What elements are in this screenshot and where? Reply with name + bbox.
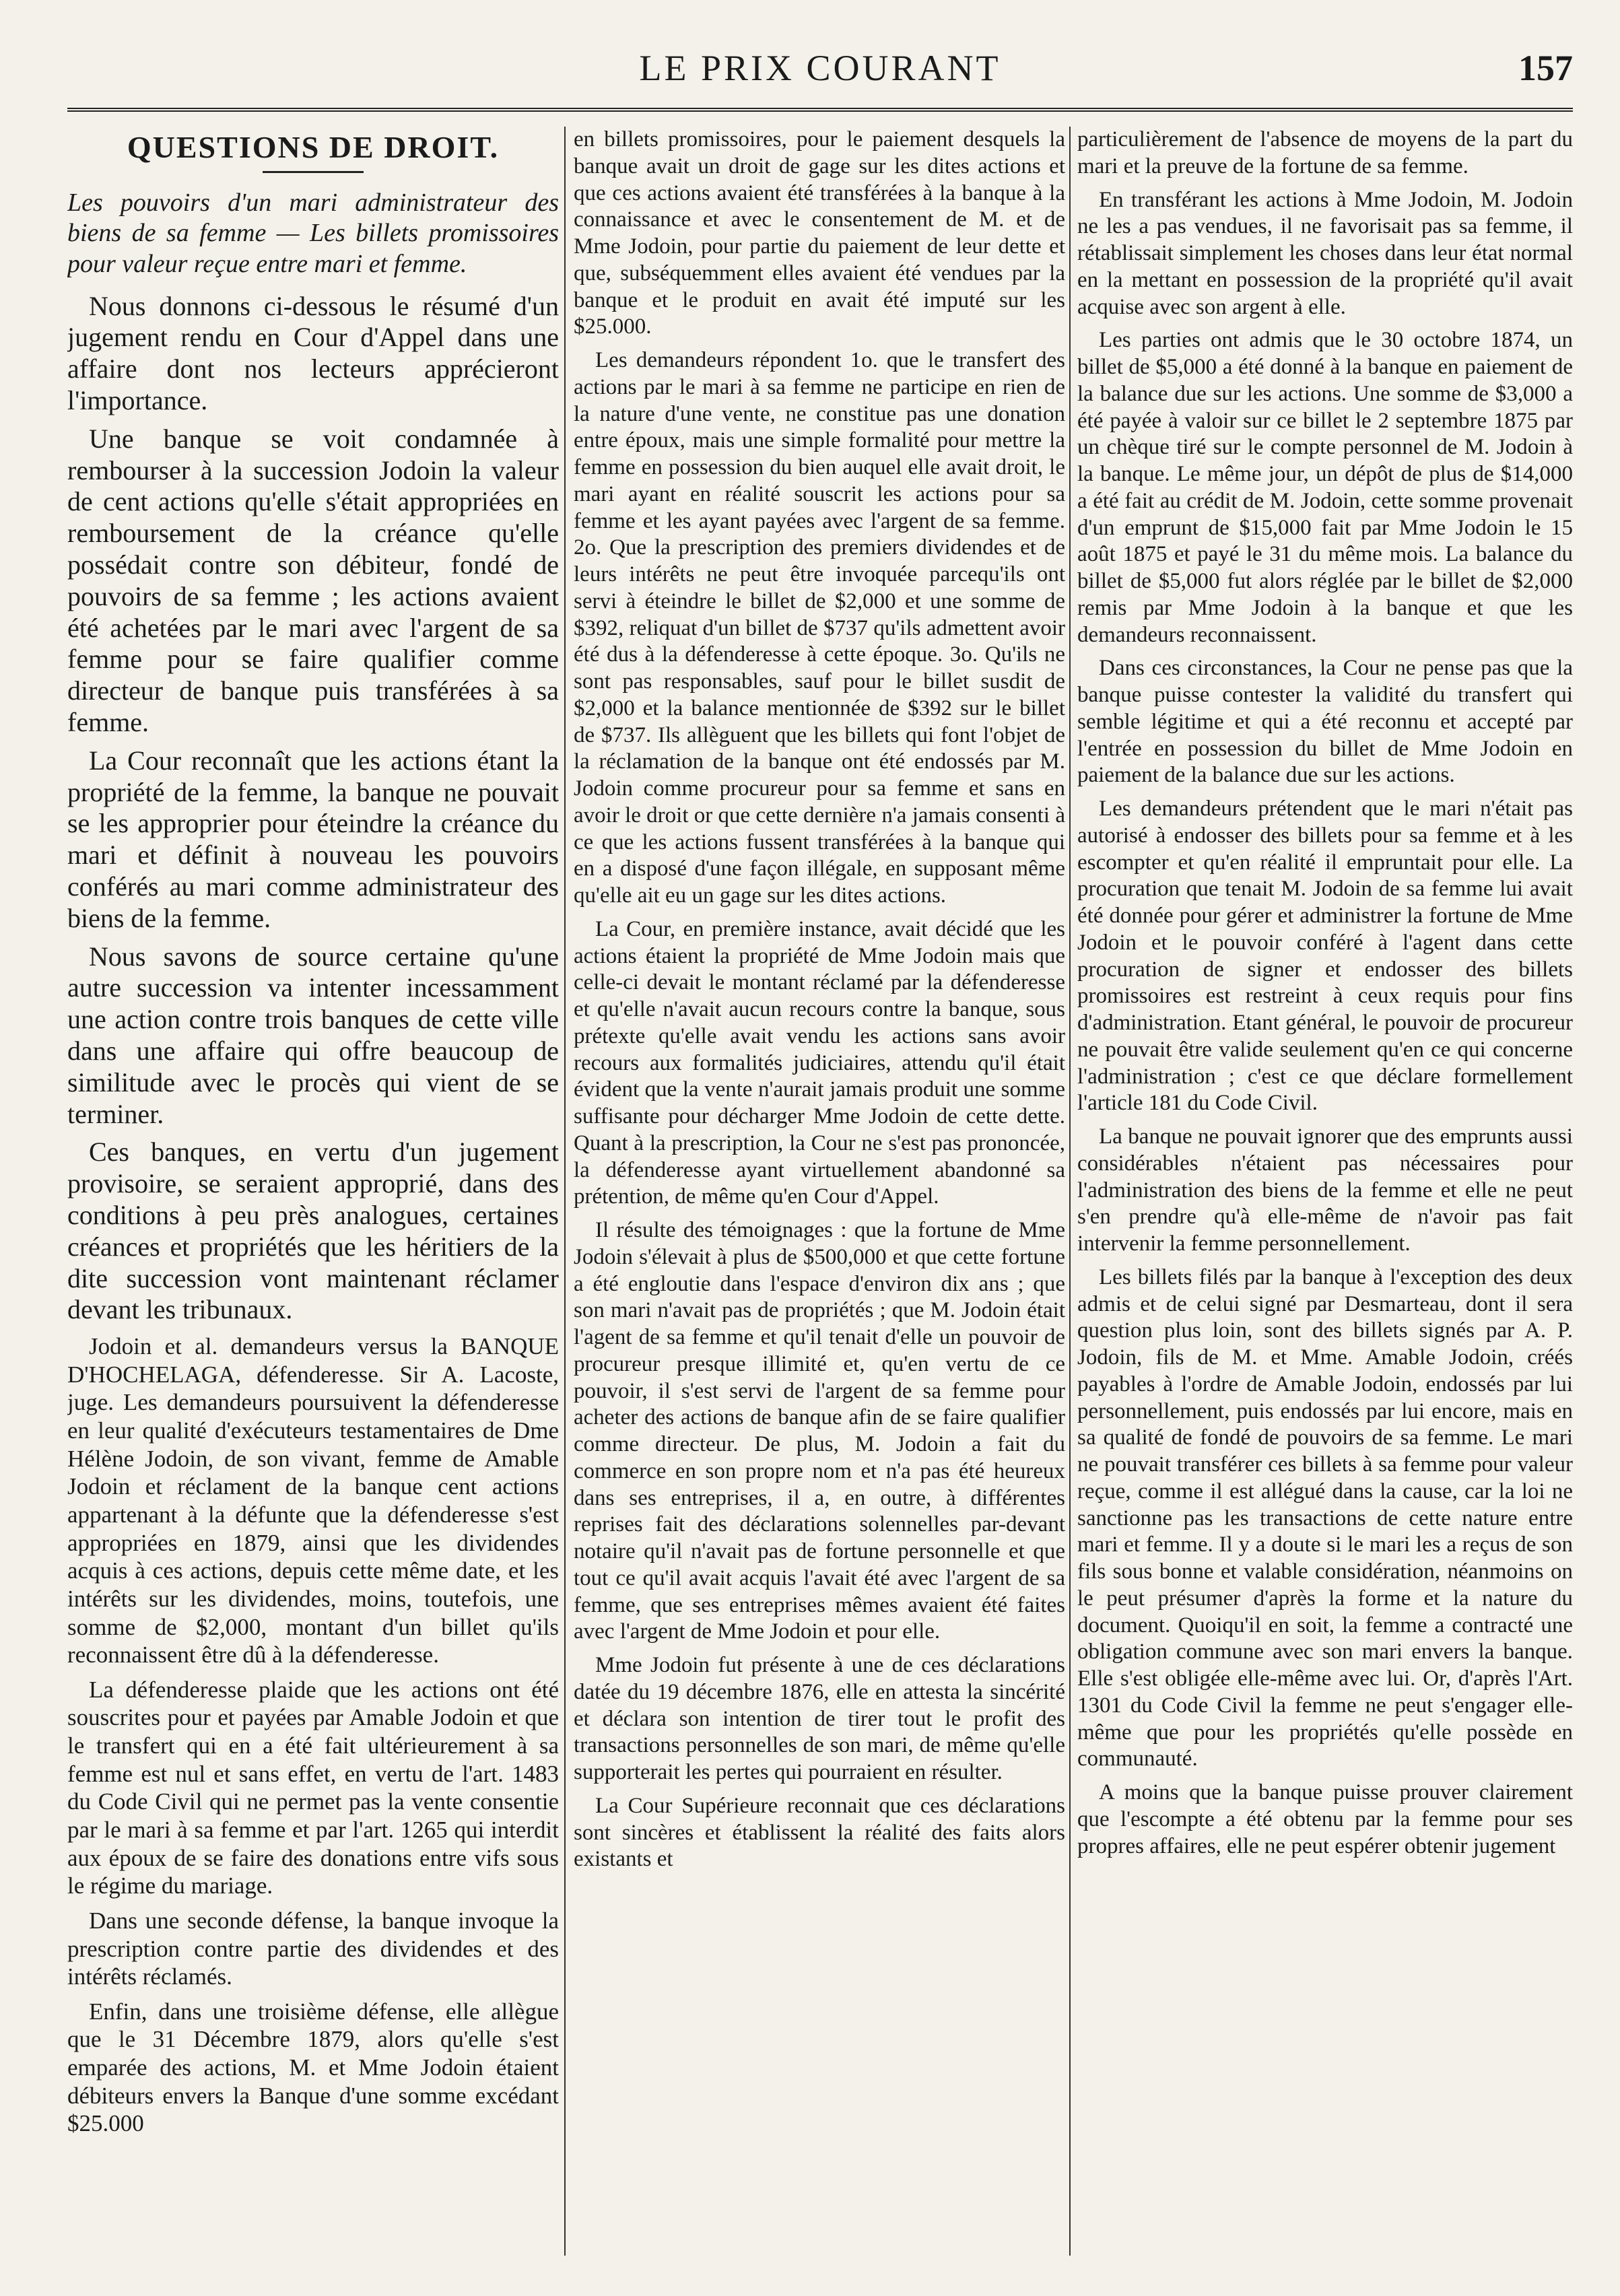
column-1 bbox=[67, 127, 559, 2256]
paragraph: La banque ne pouvait ignorer que des emprunts aussi considérables n'étaient pas nécessaires pour l'administration des biens de la femme et elle ne peut s'en prendre qu'à elle-même de n'avoir pas fait intervenir la femme personnellement. bbox=[1077, 1124, 1573, 1256]
header-rule bbox=[67, 108, 1573, 114]
paragraph: Les demandeurs répondent 1o. que le transfert des actions par le mari à sa femme ne participe en rien de la nature d'une vente, ne constitue pas une donation entre époux, mais une simple formalité pour mettre la femme en possession du bien auquel elle avait droit, le mari ayant en réalité souscrit les actions pour sa femme et les ayant payées avec l'argent de sa femme. 2o. Que la prescription des premiers dividendes et de leurs intérêts ne peut être invoquée parcequ'ils ont servi à éteindre le billet de $2,000 et une somme de $392, reliquat d'un billet de $737 qu'ils admettent avoir été dus à la défenderesse à cette époque. 3o. Qu'ils ne sont pas responsables, sauf pour le billet susdit de $2,000 et la balance mentionnée de $392 sur le billet de $737. Ils allèguent que les billets qui font l'objet de la réclamation de la banque ont été endossés par M. Jodoin comme procureur pour sa femme et sans en avoir le droit or que cette dernière n'a jamais consenti à ce que les actions fussent transférées à la banque qui en a disposé d'une façon illégale, en supposant même qu'elle ait eu un gage sur les dites actions. bbox=[574, 348, 1065, 908]
paragraph: En transférant les actions à Mme Jodoin, M. Jodoin ne les a pas vendues, il ne favorisait pas sa femme, il rétablissait simplement les choses dans leur état normal en la mettant en possession de la propriété qu'il avait acquise avec son argent à elle. bbox=[1077, 187, 1573, 319]
article-lede: Les pouvoirs d'un mari administrateur des biens de sa femme — Les billets promissoires pour valeur reçue entre mari et femme. bbox=[67, 188, 559, 278]
paragraph: particulièrement de l'absence de moyens de la part du mari et la preuve de la fortune de sa femme. bbox=[1077, 127, 1573, 178]
paragraph: La Cour Supérieure reconnait que ces déclarations sont sincères et établissent la réalité des faits alors existants et bbox=[574, 1793, 1065, 1872]
paragraph: Il résulte des témoignages : que la fortune de Mme Jodoin s'élevait à plus de $500,000 et que cette fortune a été engloutie dans l'espace d'environ dix ans ; que son mari n'avait pas de propriétés ; que M. Jodoin était l'agent de sa femme et qu'il tenait d'elle un pouvoir de procureur presque illimité et, qu'en vertu de ce pouvoir, il s'est servi de l'argent de sa femme pour acheter des actions de banque afin de se faire qualifier comme directeur. De plus, M. Jodoin a fait du commerce en son propre nom et n'a pas été heureux dans ses entreprises, il a, en outre, à différentes reprises fait des déclarations solennelles par-devant notaire qu'il n'avait pas de fortune personnelle et que tout ce qu'il avait acquis l'avait été avec l'argent de sa femme, que ses entreprises mêmes avaient été faites avec l'argent de Mme Jodoin et pour elle. bbox=[574, 1218, 1065, 1644]
column-rule bbox=[564, 127, 566, 2256]
paragraph: Enfin, dans une troisième défense, elle allègue que le 31 Décembre 1879, alors qu'elle s'est emparée des actions, M. et Mme Jodoin étaient débiteurs envers la Banque d'une somme excédant $25.000 bbox=[67, 1998, 559, 2137]
paragraph: La défenderesse plaide que les actions ont été souscrites pour et payées par Amable Jodoin et que le transfert qui en a été fait ultérieurement à sa femme est nul et sans effet, en vertu de l'art. 1483 du Code Civil qui ne permet pas la vente consentie par le mari à sa femme et par l'art. 1265 qui interdit aux époux de se faire des donations entre vifs sous le régime du mariage. bbox=[67, 1676, 559, 1899]
column-3 bbox=[1077, 127, 1573, 2256]
paragraph: en billets promissoires, pour le paiement desquels la banque avait un droit de gage sur les dites actions et que ces actions avaient été transférées à la banque à la connaissance et avec le consentement de M. et de Mme Jodoin, pour partie du paiement de leur dette et que, subséquemment elles avaient été vendues par la banque et le produit en avait été imputé sur les $25.000. bbox=[574, 127, 1065, 339]
case-title: Jodoin et al. demandeurs versus la BANQUE D'HOCHELAGA, défenderesse. Sir A. Lacoste, juge. Les demandeurs poursuivent la défenderesse en leur qualité d'exécuteurs testamentaires de Dme Hélène Jodoin, de son vivant, femme de Amable Jodoin et réclament de la banque cent actions appartenant à la défunte que la défenderesse s'est appropriées en 1879, ainsi que les dividendes acquis à ces actions, depuis cette même date, et les intérêts sur les dividendes, moins, toutefois, une somme de $2,000, montant d'un billet qu'ils reconnaissent être dû à la défenderesse. bbox=[67, 1333, 559, 1668]
paragraph: Dans ces circonstances, la Cour ne pense pas que la banque puisse contester la validité du transfert qui semble légitime et qui a été reconnu et accepté par l'entrée en possession du billet de Mme Jodoin en paiement de la balance due sur les actions. bbox=[1077, 656, 1573, 788]
paragraph: Nous donnons ci-dessous le résumé d'un jugement rendu en Cour d'Appel dans une affaire dont nos lecteurs apprécieront l'importance. bbox=[67, 290, 559, 415]
paragraph: Les demandeurs prétendent que le mari n'était pas autorisé à endosser des billets pour sa femme et à les escompter et qu'en réalité il empruntait pour elle. La procuration que tenait M. Jodoin de sa femme lui avait été donnée pour gérer et administrer la fortune de Mme Jodoin et le pouvoir conféré à l'agent dans cette procuration de signer et endosser des billets promissoires est restreint à ceux requis pour fins d'administration. Etant général, le pouvoir de procureur ne pouvait être valide seulement qu'en ce qui concerne l'administration ; c'est ce que déclare formellement l'article 181 du Code Civil. bbox=[1077, 797, 1573, 1116]
paragraph: Nous savons de source certaine qu'une autre succession va intenter incessamment une action contre trois banques de cette ville dans une affaire qui offre beaucoup de similitude avec le procès qui vient de se terminer. bbox=[67, 941, 559, 1129]
article-title: QUESTIONS DE DROIT. bbox=[127, 130, 500, 164]
column-2 bbox=[574, 127, 1065, 2256]
paragraph: Dans une seconde défense, la banque invoque la prescription contre partie des dividendes et des intérêts réclamés. bbox=[67, 1907, 559, 1990]
paragraph: A moins que la banque puisse prouver clairement que l'escompte a été obtenu par la femme pour ses propres affaires, elle ne peut espérer obtenir jugement bbox=[1077, 1780, 1573, 1858]
column-rule bbox=[1069, 127, 1071, 2256]
title-rule bbox=[263, 171, 364, 173]
running-head bbox=[67, 47, 1573, 94]
paragraph: Mme Jodoin fut présente à une de ces déclarations datée du 19 décembre 1876, elle en attesta la sincérité et déclara son intention de tirer tout le profit des transactions personnelles de son mari, de même qu'elle supporterait les pertes qui pourraient en résulter. bbox=[574, 1653, 1065, 1784]
paragraph: Ces banques, en vertu d'un jugement provisoire, se seraient approprié, dans des conditions à peu près analogues, certaines créances et propriétés que les héritiers de la dite succession vont maintenant réclamer devant les tribunaux. bbox=[67, 1137, 559, 1325]
running-title: LE PRIX COURANT bbox=[639, 48, 1001, 88]
paragraph: La Cour, en première instance, avait décidé que les actions étaient la propriété de Mme Jodoin mais que celle-ci devait le montant réclamé par la défenderesse et qu'elle n'avait aucun recours contre la banque, sous prétexte qu'elle avait vendu les actions sans avoir recours aux formalités judiciaires, attendu qu'il était évident que la vente n'aurait jamais produit une somme suffisante pour décharger Mme Jodoin de cette dette. Quant à la prescription, la Cour ne s'est pas prononcée, la défenderesse ayant virtuellement abandonné sa prétention, de même qu'en Cour d'Appel. bbox=[574, 916, 1065, 1209]
paragraph: Une banque se voit condamnée à rembourser à la succession Jodoin la valeur de cent actions qu'elle s'était appropriées en remboursement de la créance qu'elle possédait contre son débiteur, fondé de pouvoirs de sa femme ; les actions avaient été achetées par le mari avec l'argent de sa femme pour se faire qualifier comme directeur de banque puis transférées à sa femme. bbox=[67, 423, 559, 737]
page-number: 157 bbox=[1518, 48, 1573, 88]
paragraph: Les parties ont admis que le 30 octobre 1874, un billet de $5,000 a été donné à la banque en paiement de la balance due sur les actions. Une somme de $3,000 a été payée à valoir sur ce billet le 2 septembre 1875 par un chèque tiré sur le compte personnel de M. Jodoin à la banque. Le même jour, un dépôt de plus de $14,000 a été fait au crédit de M. Jodoin, cette somme provenait d'un emprunt de $15,000 fait par Mme Jodoin le 15 août 1875 et payé le 31 du même mois. La balance du billet de $5,000 fut alors réglée par le billet de $2,000 remis par Mme Jodoin à la banque et que les demandeurs reconnaissent. bbox=[1077, 328, 1573, 647]
paragraph: La Cour reconnaît que les actions étant la propriété de la femme, la banque ne pouvait se les approprier pour éteindre la créance du mari et définit à nouveau les pouvoirs conférés au mari comme administrateur des biens de la femme. bbox=[67, 745, 559, 933]
paragraph: Les billets filés par la banque à l'exception des deux admis et de celui signé par Desmarteau, dont il sera question plus loin, sont des billets signés par A. P. Jodoin, fils de M. et Mme. Amable Jodoin, créés payables à l'ordre de Amable Jodoin, endossés par lui personnellement, puis endossés par lui encore, mais en sa qualité de fondé de pouvoirs de sa femme. Le mari ne pouvait transférer ces billets à sa femme pour valeur reçue, comme il est allégué dans la cause, car la loi ne sanctionne pas les transactions de cette nature entre mari et femme. Il y a doute si le mari les a reçus de son fils sous bonne et valable considération, néanmoins on le peut présumer d'après la forme et la nature du document. Quoiqu'il en soit, la femme a contracté une obligation commune avec son mari envers la banque. Elle s'est obligée elle-même avec lui. Or, d'après l'Art. 1301 du Code Civil la femme ne peut s'engager elle-même que pour les propriétés qu'elle possède en communauté. bbox=[1077, 1264, 1573, 1771]
